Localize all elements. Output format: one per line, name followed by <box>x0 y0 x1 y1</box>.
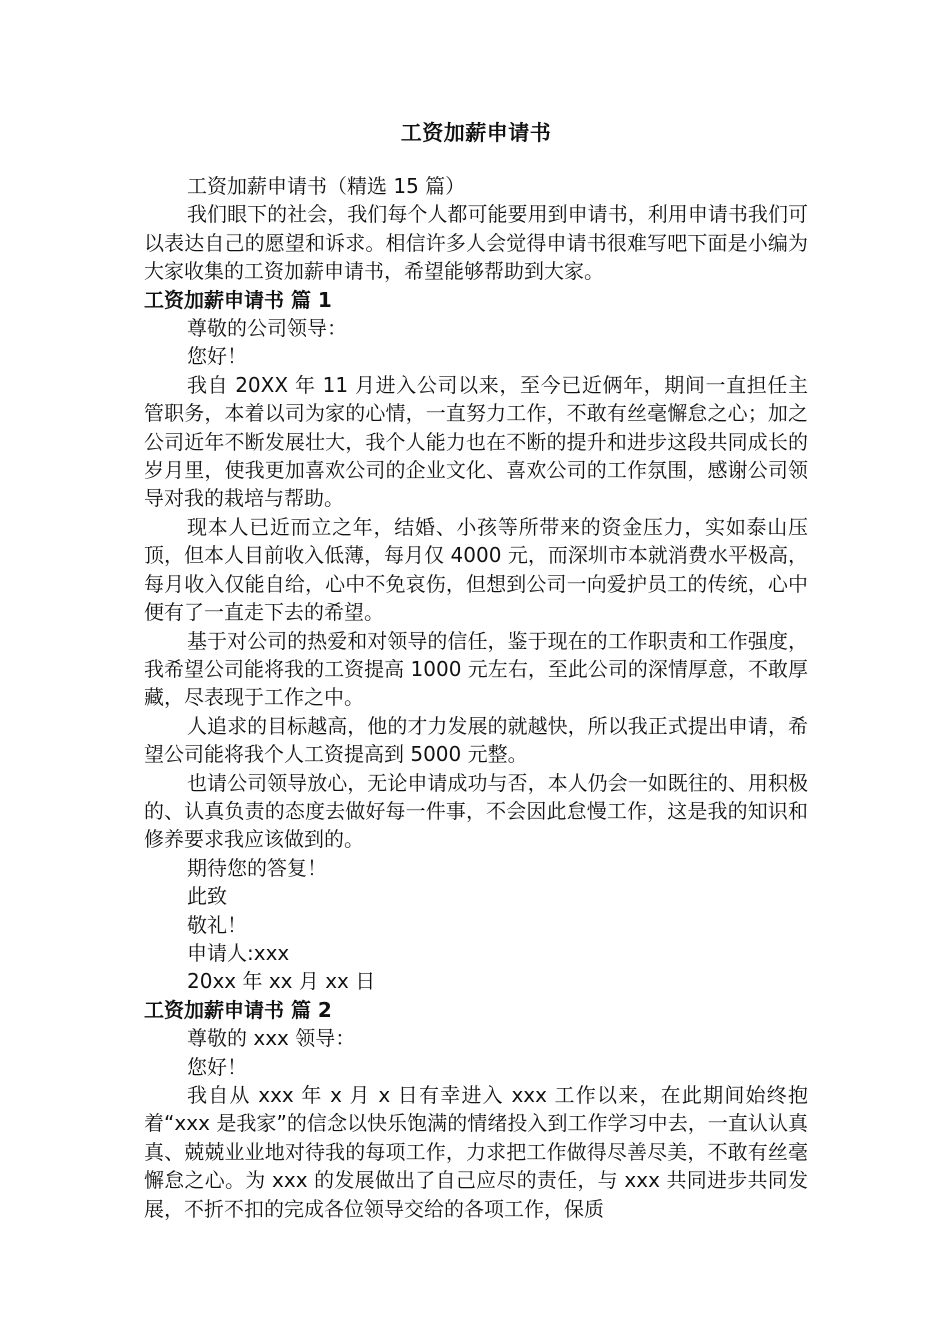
section-heading: 工资加薪申请书 篇 1 <box>144 287 332 312</box>
closing-line: 此致 <box>187 884 227 909</box>
section-2 <box>144 996 808 1223</box>
body-paragraph: 人追求的目标越高，他的才力发展的就越快，所以我正式提出申请，希望公司能将我个人工资提高到 5000 元整。 <box>144 713 808 767</box>
signature-date: 20xx 年 xx 月 xx 日 <box>187 969 376 994</box>
document-title: 工资加薪申请书 <box>400 121 552 145</box>
section-heading: 工资加薪申请书 篇 2 <box>144 997 332 1022</box>
closing-line: 期待您的答复！ <box>187 855 327 880</box>
intro-paragraph: 我们眼下的社会，我们每个人都可能要用到申请书，利用申请书我们可以表达自己的愿望和诉求。相信许多人会觉得申请书很难写吧下面是小编为大家收集的工资加薪申请书，希望能够帮助到大家。 <box>144 202 808 284</box>
body-paragraph: 也请公司领导放心，无论申请成功与否，本人仍会一如既往的、用积极的、认真负责的态度去做好每一件事，不会因此怠慢工作，这是我的知识和修养要求我应该做到的。 <box>144 770 808 852</box>
signature-applicant: 申请人:xxx <box>187 940 290 965</box>
body-paragraph: 基于对公司的热爱和对领导的信任，鉴于现在的工作职责和工作强度，我希望公司能将我的工资提高 1000 元左右，至此公司的深情厚意，不敢厚藏，尽表现于工作之中。 <box>144 628 808 710</box>
salutation: 尊敬的公司领导： <box>187 316 347 341</box>
body-paragraph: 现本人已近而立之年，结婚、小孩等所带来的资金压力，实如泰山压顶，但本人目前收入低薄，每月仅 4000 元，而深圳市本就消费水平极高，每月收入仅能自给，心中不免哀伤，但想到公司一向爱护员工的传统，心中便有了一直走下去的希望。 <box>144 514 808 625</box>
closing-line: 敬礼！ <box>187 912 247 937</box>
body-paragraph: 我自 20XX 年 11 月进入公司以来，至今已近俩年，期间一直担任主管职务，本着以司为家的心情，一直努力工作，不敢有丝毫懈怠之心；加之公司近年不断发展壮大，我个人能力也在不断的提升和进步这段共同成长的岁月里，使我更加喜欢公司的企业文化、喜欢公司的工作氛围，感谢公司领导对我的栽培与帮助。 <box>144 372 808 511</box>
greeting: 您好！ <box>187 344 247 369</box>
salutation: 尊敬的 xxx 领导： <box>187 1026 356 1051</box>
greeting: 您好！ <box>187 1054 247 1079</box>
document-subtitle: 工资加薪申请书（精选 15 篇） <box>187 174 466 198</box>
document-page <box>144 116 808 1223</box>
body-paragraph: 我自从 xxx 年 x 月 x 日有幸进入 xxx 工作以来，在此期间始终抱着“xxx 是我家”的信念以快乐饱满的情绪投入到工作学习中去，一直认认真真、兢兢业业地对待我的每项工作，力求把工作做得尽善尽美，不敢有丝毫懈怠之心。为 xxx 的发展做出了自己应尽的责任，与 xxx 共同进步共同发展，不折不扣的完成各位领导交给的各项工作，保质 <box>144 1083 808 1221</box>
section-1 <box>144 286 808 996</box>
